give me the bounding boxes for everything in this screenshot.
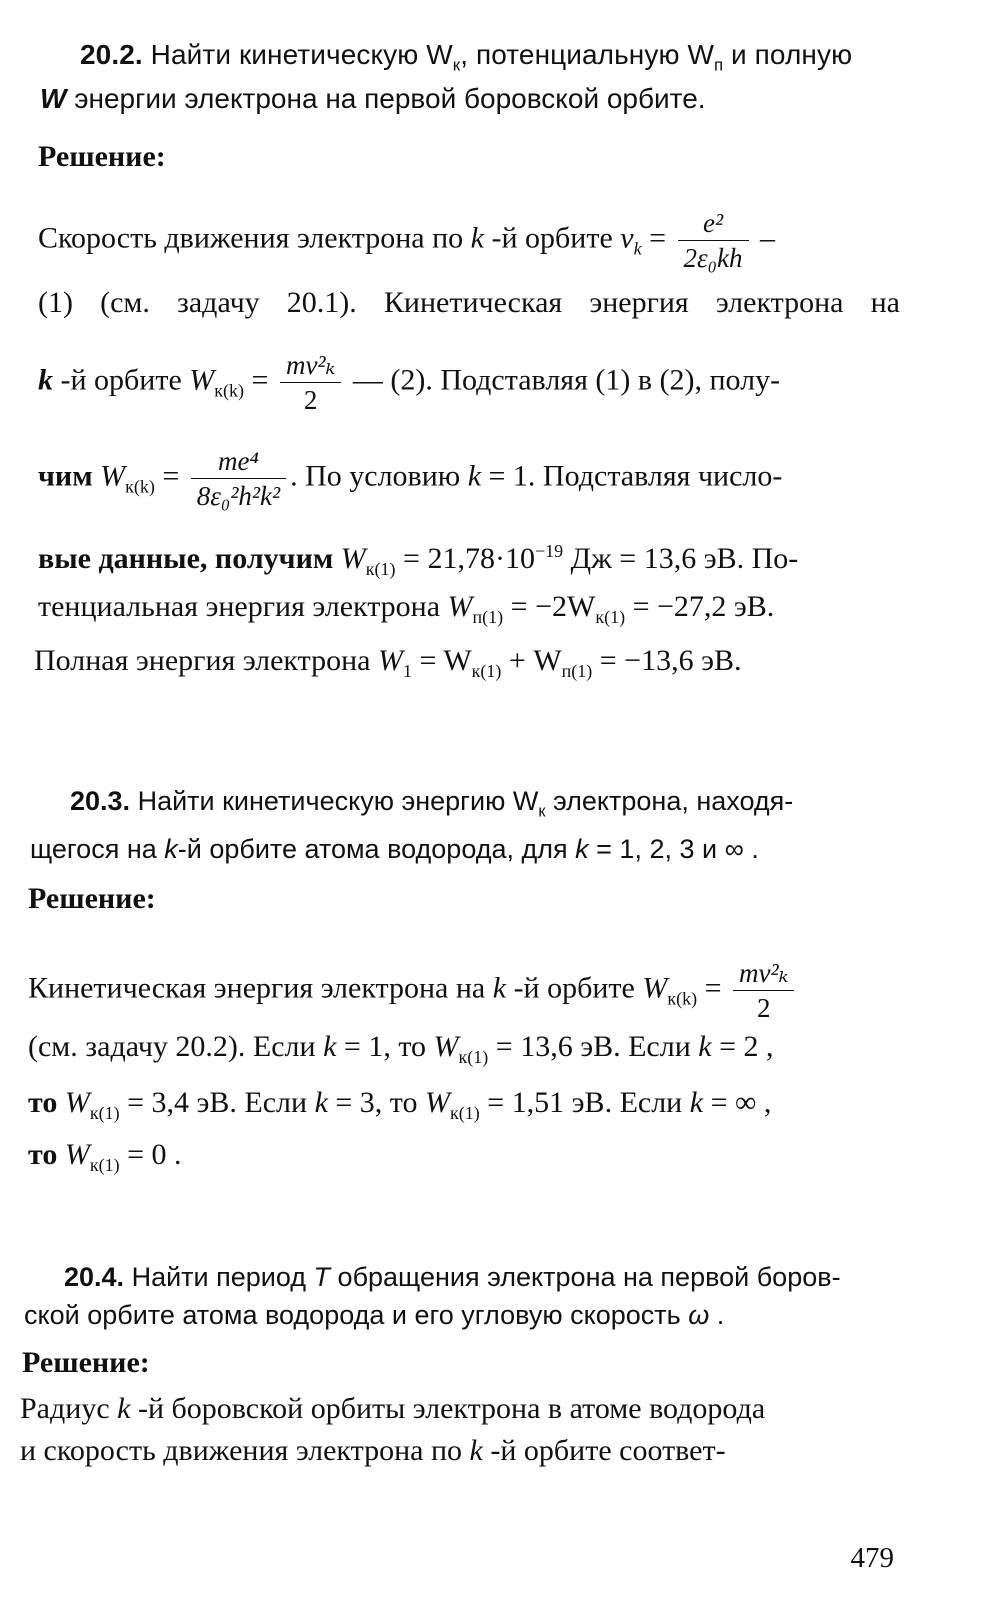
symbol: W [100, 459, 126, 493]
numerator: e² [678, 208, 749, 241]
text: чим [38, 459, 101, 493]
text: , потенциальную W [460, 39, 714, 70]
text: — (2). Подставляя (1) в (2), полу- [345, 363, 781, 397]
solution-20-2-line-2: (1) (см. задачу 20.1). Кинетическая энергия электрона на [38, 286, 900, 319]
denominator: 2 [756, 993, 771, 1023]
text: = [244, 363, 276, 397]
denominator: 8ε₀²h²k² [196, 481, 281, 511]
solution-20-3-line-4 [28, 1138, 182, 1182]
symbol: k [469, 1434, 483, 1467]
solution-20-2-line-6 [38, 590, 774, 634]
text: = 21,78·10 [395, 542, 535, 575]
symbol: ω [688, 1300, 710, 1330]
problem-20-2-statement-line-1 [80, 38, 852, 83]
fraction [678, 208, 749, 273]
text: Найти период [131, 1262, 314, 1292]
solution-20-3-line-1 [28, 958, 798, 1023]
text: -й орбите [53, 363, 190, 397]
symbol: T [313, 1262, 331, 1292]
symbol: W [189, 363, 215, 397]
symbol: k [38, 363, 53, 397]
text: = [697, 971, 730, 1005]
solution-label-20-2: Решение: [38, 140, 166, 173]
symbol: k [164, 834, 178, 864]
numerator: mv²ₖ [280, 350, 341, 383]
problem-20-4-statement-line-1 [64, 1260, 841, 1294]
text: Найти кинетическую W [150, 39, 453, 70]
text: электрона, находя- [545, 786, 794, 816]
denominator: 2ε₀kh [683, 243, 743, 273]
symbol: W [425, 1086, 451, 1119]
text: -й боровской орбиты электрона в атоме водорода [130, 1392, 766, 1425]
symbol: W [642, 971, 668, 1005]
text: энергии электрона на первой боровской орбите. [66, 83, 706, 114]
subscript: п(1) [472, 607, 504, 627]
solution-20-4-line-2 [20, 1434, 726, 1468]
text: Скорость движения электрона по [38, 221, 471, 255]
symbol: k [323, 1030, 337, 1063]
text: -й орбите [483, 221, 621, 255]
symbol: W [64, 1138, 90, 1171]
symbol: W [40, 83, 67, 114]
subscript: п [713, 55, 724, 75]
text: то [28, 1086, 65, 1119]
text: . По условию [290, 459, 468, 493]
text: -й орбите соответ- [482, 1434, 726, 1467]
text: = 3,4 эВ. Если [119, 1086, 315, 1119]
subscript: к(k) [667, 988, 698, 1009]
text: – [752, 221, 776, 255]
subscript: к(k) [125, 476, 155, 497]
solution-20-2-line-3 [38, 350, 780, 415]
text: = [154, 459, 187, 493]
solution-20-2-line-4 [38, 446, 782, 511]
symbol: W [64, 1086, 90, 1119]
text: (см. задачу 20.2). Если [28, 1030, 324, 1063]
fraction [191, 446, 286, 511]
subscript: п(1) [561, 661, 593, 681]
subscript: к(1) [458, 1047, 489, 1067]
problem-number: 20.4. [64, 1262, 125, 1292]
text: -й орбите атома водорода, для [177, 834, 576, 864]
text: щегося на [30, 834, 165, 864]
text: = ∞ , [703, 1086, 772, 1119]
text: = 13,6 эВ. Если [488, 1030, 699, 1063]
denominator: 2 [303, 385, 318, 415]
symbol: k [575, 834, 589, 864]
subscript: 1 [402, 661, 412, 681]
symbol: k [470, 221, 484, 255]
text: Радиус [20, 1392, 118, 1425]
page-number: 479 [850, 1542, 894, 1574]
text: тенциальная энергия электрона [38, 590, 448, 623]
text: = 1, то [336, 1030, 434, 1063]
solution-20-3-line-3 [28, 1086, 771, 1130]
symbol: W [447, 590, 473, 623]
symbol: k [689, 1086, 704, 1119]
symbol: v [620, 221, 634, 255]
text: . [709, 1300, 725, 1330]
symbol: W [377, 644, 403, 677]
fraction [280, 350, 341, 415]
text: ской орбите атома водорода и его угловую скорость [24, 1300, 689, 1330]
solution-20-4-line-1 [20, 1392, 765, 1426]
solution-20-2-line-5 [38, 534, 798, 586]
subscript: к(1) [595, 607, 626, 627]
text: Найти кинетическую энергию W [137, 786, 539, 816]
subscript: к(1) [471, 661, 502, 681]
text: и скорость движения электрона по [20, 1434, 470, 1467]
problem-number: 20.2. [80, 39, 143, 70]
subscript: к(1) [89, 1103, 120, 1123]
subscript: к(1) [365, 559, 396, 579]
solution-label-20-4: Решение: [22, 1346, 150, 1379]
fraction [733, 958, 794, 1023]
symbol: k [117, 1392, 131, 1425]
subscript: k [633, 238, 642, 259]
symbol: k [698, 1030, 712, 1063]
exponent: −19 [534, 541, 564, 561]
text: = W [411, 644, 472, 677]
text: Кинетическая энергия электрона на [28, 971, 493, 1005]
problem-20-3-statement-line-1 [70, 784, 793, 828]
subscript: к(1) [89, 1155, 120, 1175]
solution-20-2-line-1 [38, 208, 775, 273]
text: = 1, 2, 3 и ∞ . [588, 834, 759, 864]
subscript: к(1) [450, 1103, 480, 1123]
text: = [641, 221, 674, 255]
text: обращения электрона на первой боров- [330, 1262, 841, 1292]
problem-20-2-statement-line-2 [40, 82, 706, 116]
numerator: me⁴ [191, 446, 286, 479]
text: = 0 . [119, 1138, 182, 1171]
symbol: k [492, 971, 507, 1005]
text: + W [501, 644, 562, 677]
text: = 2 , [711, 1030, 774, 1063]
subscript: к(k) [214, 380, 245, 401]
text: = −27,2 эВ. [625, 590, 775, 623]
symbol: W [433, 1030, 459, 1063]
text: = −13,6 эВ. [592, 644, 742, 677]
symbol: W [340, 542, 366, 575]
text: -й орбите [506, 971, 643, 1005]
solution-20-3-line-2 [28, 1030, 774, 1074]
subscript: к [452, 55, 461, 75]
solution-label-20-3: Решение: [28, 882, 156, 915]
problem-number: 20.3. [70, 786, 131, 816]
numerator: mv²ₖ [733, 958, 794, 991]
solution-20-2-line-7 [34, 644, 742, 688]
problem-20-4-statement-line-2 [24, 1298, 724, 1332]
text: Дж = 13,6 эВ. По- [563, 542, 799, 575]
text: = 3, то [327, 1086, 426, 1119]
text: = 1. Подставляя число- [481, 459, 783, 493]
text: = 1,51 эВ. Если [479, 1086, 690, 1119]
text: Полная энергия электрона [34, 644, 378, 677]
subscript: к [538, 802, 546, 821]
text: то [28, 1138, 65, 1171]
symbol: k [467, 459, 482, 493]
text: = −2W [503, 590, 596, 623]
text: вые данные, получим [38, 542, 341, 575]
text: и полную [723, 39, 853, 70]
symbol: k [314, 1086, 328, 1119]
problem-20-3-statement-line-2 [30, 832, 759, 866]
